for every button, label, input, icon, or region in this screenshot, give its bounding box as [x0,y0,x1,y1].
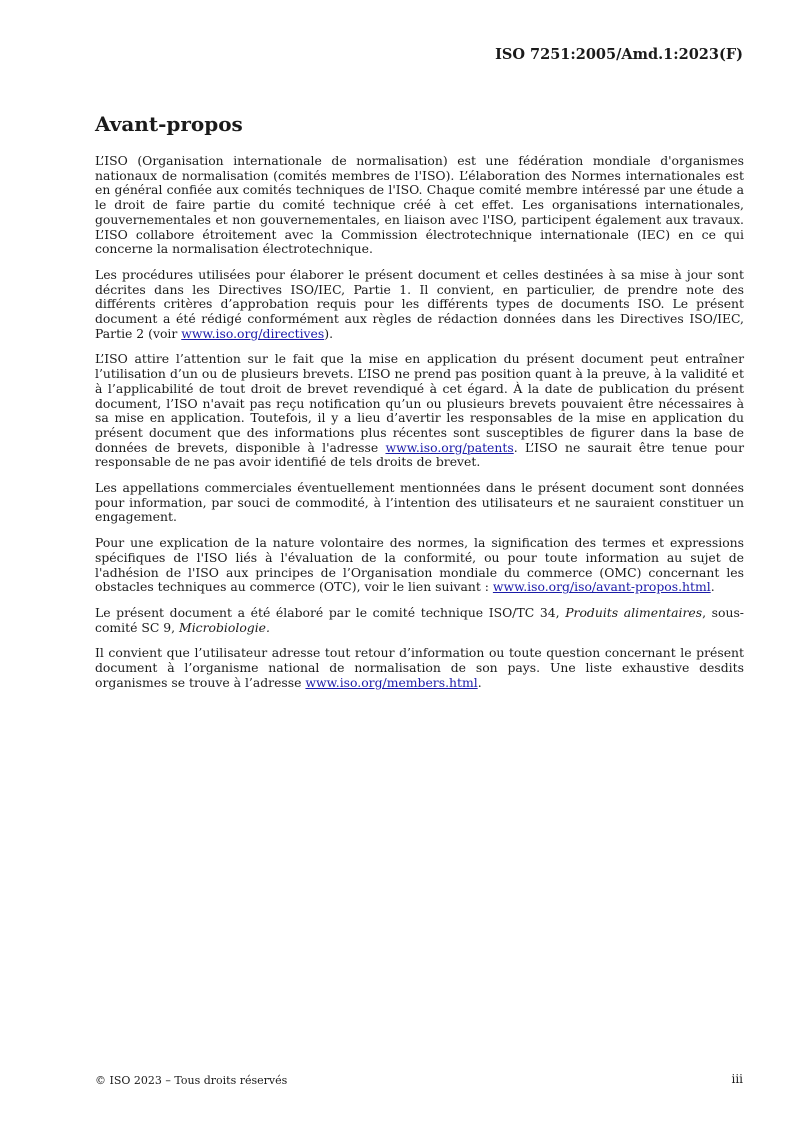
paragraph-iso-intro: L’ISO (Organisation internationale de normalisation) est une fédération mondiale d'organismes nationaux de normalisation (comités membres de l'ISO). L’élaboration des Normes internationales est en général confiée aux comités techniques de l'ISO. Chaque comité membre intéressé par une étude a le droit de faire partie du comité technique créé à cet effet. Les organisations internationales, gouvernementales et non gouvernementales, en liaison avec l'ISO, participent également aux travaux. L’ISO collabore étroitement avec la Commission électrotechnique internationale (IEC) en ce qui concerne la normalisation électrotechnique. [95,153,744,257]
paragraph-feedback [95,646,744,690]
paragraph-procedures [95,268,744,342]
subcommittee-name: Microbiologie. [179,619,270,635]
paragraph-text-end: ). [324,325,334,341]
paragraph-patents [95,352,744,470]
committee-name: Produits alimentaires [565,604,703,620]
paragraph-text-end: . [477,674,482,690]
paragraph-text-mid: , sous-comité SC 9, [95,604,744,635]
paragraph-text: L’ISO attire l’attention sur le fait que la mise en application du présent document peut entraîner l’utilisation d’un ou de plusieurs brevets. L’ISO ne prend pas position quant à la preuve, à la validité et à l’applicabilité de tout droit de brevet revendiqué à cet égard. À la date de publication du présent document, l’ISO n'avait pas reçu notification qu’un ou plusieurs brevets pouvaient être nécessaires à sa mise en application. Toutefois, il y a lieu d’avertir les responsables de la mise en application du présent document que des informations plus récentes sont susceptibles de figurer dans la base de données de brevets, disponible à l'adresse [95,351,744,455]
paragraph-trade-names: Les appellations commerciales éventuellement mentionnées dans le présent document sont données pour information, par souci de commodité, à l’intention des utilisateurs et ne sauraient constituer un engagement. [95,480,744,525]
link-patents[interactable]: www.iso.org/patents [385,439,514,455]
link-members[interactable]: www.iso.org/members.html [305,674,478,690]
paragraph-text-end: . [710,579,715,595]
copyright-notice: © ISO 2023 – Tous droits réservés [95,1074,288,1087]
paragraph-text: Pour une explication de la nature volontaire des normes, la signification des termes et expressions spécifiques de l'ISO liés à l'évaluation de la conformité, ou pour toute information au sujet de l'adhésion de l'ISO aux principes de l’Organisation mondiale du commerce (OMC) concernant les obstacles techniques au commerce (OTC), voir le lien suivant : [95,535,744,595]
link-directives[interactable]: www.iso.org/directives [181,325,325,341]
paragraph-text: Il convient que l’utilisateur adresse tout retour d’information ou toute question concernant le présent document à l’organisme national de normalisation de son pays. Une liste exhaustive desdits organismes se trouve à l’adresse [95,645,744,690]
document-reference: ISO 7251:2005/Amd.1:2023(F) [495,46,743,63]
paragraph-text-end: . L’ISO ne saurait être tenue pour responsable de ne pas avoir identifié de tels droits de brevet. [95,439,744,470]
paragraph-text: Les procédures utilisées pour élaborer le présent document et celles destinées à sa mise à jour sont décrites dans les Directives ISO/IEC, Partie 1. Il convient, en particulier, de prendre note des différents critères d’approbation requis pour les différents types de documents ISO. Le présent document a été rédigé conformément aux règles de rédaction données dans les Directives ISO/IEC, Partie 2 (voir [95,266,744,341]
link-avant-propos[interactable]: www.iso.org/iso/avant-propos.html [492,579,711,595]
foreword-body [95,154,744,702]
paragraph-text: Le présent document a été élaboré par le comité technique ISO/TC 34, [95,604,566,620]
paragraph-voluntary-nature [95,536,744,595]
paragraph-committee [95,606,744,635]
page-title: Avant-propos [95,112,243,136]
page-number: iii [731,1072,743,1086]
